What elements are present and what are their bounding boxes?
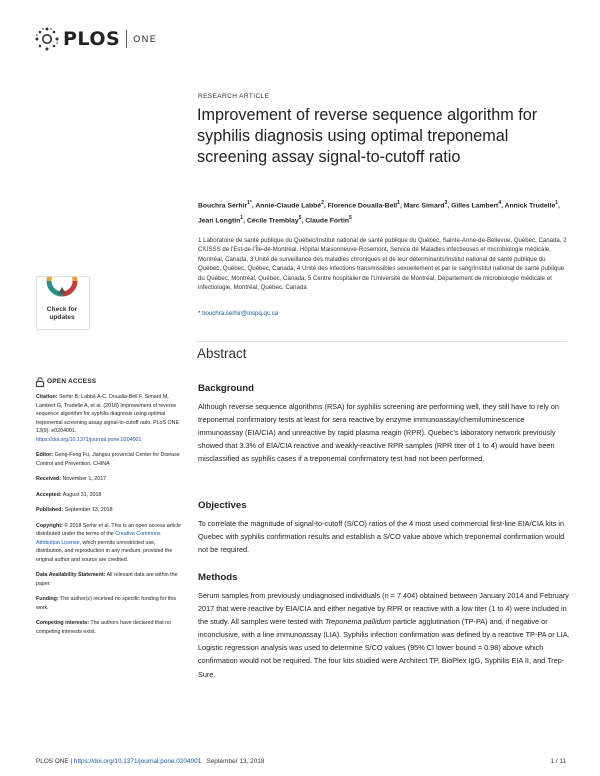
author-name: Claude Fortin (305, 217, 349, 225)
asterisk: * (198, 310, 203, 317)
data-availability (36, 571, 181, 588)
methods-text (198, 589, 570, 681)
published-label: Published: (36, 507, 64, 513)
methods-organism: Treponema pallidum (324, 617, 391, 627)
page-number: 1 / 11 (550, 758, 566, 765)
copyright-label: Copyright: (36, 522, 63, 529)
author-name: Annick Trudelle (504, 202, 556, 210)
check-for-updates-label (36, 306, 88, 321)
logo-divider (126, 30, 127, 48)
author-affiliation-mark: 1 (555, 200, 559, 206)
author-name: Bouchra Serhir (198, 202, 248, 210)
license-link[interactable]: Creative Commons Attribution License (36, 531, 161, 546)
check-for-updates-badge[interactable] (36, 276, 90, 330)
article-type: RESEARCH ARTICLE (198, 93, 270, 100)
author-affiliation-mark: 4 (498, 200, 502, 206)
footer-journal: PLOS ONE (36, 758, 69, 765)
received (36, 475, 181, 484)
competing-interests (36, 619, 181, 636)
page-footer (36, 758, 566, 765)
journal-name: PLOS (63, 28, 121, 50)
funding-text: The author(s) received no specific funding for this work. (36, 596, 177, 611)
objectives-text: To correlate the magnitude of signal-to-cutoff (S/CO) ratios of the 4 most used commercial first-line EIA/CIA kits in Quebec with syphilis confirmation results and establish a S/CO value above which treponemal confirmation would not be required. (198, 519, 565, 555)
article-metadata (36, 377, 181, 643)
funding (36, 595, 181, 612)
citation-label: Citation: (36, 394, 58, 400)
methods-heading: Methods (198, 572, 238, 583)
author-affiliation-mark: 5 (298, 215, 302, 222)
journal-logo (34, 24, 157, 54)
author-name: Annie-Claude Labbé (255, 202, 322, 210)
citation-doi-link[interactable]: https://doi.org/10.1371/journal.pone.0204001 (36, 436, 142, 443)
author-name: Florence Doualla-Bell (327, 202, 398, 210)
footer-separator: | (70, 758, 73, 765)
data-availability-text: All relevant data are within the paper. (36, 572, 178, 587)
abstract-heading: Abstract (197, 346, 247, 361)
methods-text-a: Serum samples from previously undiagnosed individuals (n = 7 404) obtained between January 2014 and February 2017 that were reactive by EIA/CIA and either negative by RPR or reactive with a low titer (1 to 4) were included in the study. All samples were tested with (198, 591, 569, 627)
accepted-date: August 31, 2018 (62, 491, 102, 498)
author-name: Jean Longtin (198, 217, 241, 225)
badge-line1: Check for (46, 306, 78, 313)
footer-date: September 13, 2018 (206, 758, 265, 765)
published (36, 506, 181, 515)
competing-interests-text: The authors have declared that no competing interests exist. (36, 620, 172, 635)
editor-text: Geng-Feng Fu, Jiangsu provincial Center for Disease Control and Prevention, CHINA (36, 452, 180, 467)
copyright (36, 522, 181, 565)
methods-text-b: particle agglutination (TP-PA) and, if negative or inconclusive, with a line immunoassay (LIA). Syphilis infection confirmation was defined by a reactive TP-PA or LIA. Logistic regression analysis was used to determine S/CO values (95% CI lower bound = 0.98) above which confirmation would not be required. The four kits studied were Architect TP, BioPlex IgG, Syphilis EIA II, and Trep-Sure. (198, 617, 570, 679)
objectives-heading: Objectives (198, 500, 247, 511)
editor (36, 451, 181, 468)
author-affiliation-mark: 5 (349, 215, 352, 222)
badge-line2: updates (49, 313, 75, 321)
affiliations: 1 Laboratoire de santé publique du Québec/Institut national de santé publique du Québec, Sainte-Anne-de-Bellevue, Québec, Canada, 2 CIUSSS de l'Est-de-l'Île-de-Montréal, Hôpital Maisonneuve-Rosemont, Service de Maladies infectieuses et microbiologie médicale, Montréal, Canada, 3 Unité de surveillance des maladies chroniques et de leur déterminants/Institut national de santé publique du Québec, Québec, Québec, Canada, 4 Unité des infections transmissibles sexuellement et par le sang/Institut national de santé publique du Québec, Montréal, Québec, Canada, 5 Centre hospitalier de l'Université de Montréal, Département de microbiologie médicale et infectiologie, Montréal, Québec, Canada (198, 237, 567, 292)
author-name: Cécile Tremblay (246, 217, 299, 225)
open-access-label: OPEN ACCESS (47, 377, 97, 385)
check-for-updates-icon (37, 277, 87, 307)
funding-label: Funding: (36, 596, 59, 602)
citation (36, 393, 181, 444)
competing-interests-label: Competing interests: (36, 620, 89, 626)
received-label: Received: (36, 476, 62, 482)
data-availability-label: Data Availability Statement: (36, 572, 106, 578)
author-affiliation-mark: 1* (247, 200, 252, 206)
citation-text: Serhir B, Labbé A-C, Doualla-Bell F, Simard M, Lambert G, Trudelle A, et al. (2018) Improvement of reverse sequence algorithm for syphilis diagnosis using optimal treponemal screening assay signal-to-cutoff ratio. PLoS ONE 13(9): e0204001. (36, 394, 179, 434)
email-link[interactable]: bouchra.serhir@inspq.qc.ca (202, 310, 279, 317)
plos-logo-icon (34, 26, 60, 52)
received-date: November 1, 2017 (62, 476, 107, 482)
author-affiliation-mark: 1 (240, 215, 244, 222)
author-name: Gilles Lambert (451, 202, 499, 210)
author-name: Marc Simard (403, 202, 445, 210)
published-date: September 13, 2018 (64, 507, 113, 513)
corresponding-email (198, 310, 278, 317)
article-title: Improvement of reverse sequence algorithm for syphilis diagnosis using optimal treponemal screening assay signal-to-cutoff ratio (197, 106, 538, 166)
author-affiliation-mark: 2 (321, 200, 324, 206)
open-lock-icon (36, 377, 44, 387)
author-affiliation-mark: 3 (444, 200, 448, 206)
author-list: Bouchra Serhir$^{1*}$, Annie-Claude Labbé$^2$, Florence Doualla-Bell$^1$, Marc Simard$^3$, Gilles Lambert$^4$, Annick Trudelle$^1$, Jean Longtin$^1$, Cécile Tremblay$^5$, Claude Fortin$^5$ (198, 200, 560, 225)
journal-sub: ONE (133, 34, 158, 44)
open-access (36, 377, 181, 387)
background-text: Although reverse sequence algorithms (RSA) for syphilis screening are performing well, they still have to rely on treponemal confirmatory tests at least for sera reactive by enzyme immunoassay/chemiluminescence immunoassay (EIA/CIA) and unreactive by rapid plasma reagin (RPR). Quebec's laboratory network previously showed that 3.3% of EIA/CIA reactive and weakly-reactive RPR samples (RPR titer of 1 to 4) would have been misclassified as syphilis cases if a treponemal confirmatory test had not been performed. (198, 402, 559, 464)
footer-doi-link[interactable]: https://doi.org/10.1371/journal.pone.0204001 (73, 758, 202, 765)
background-heading: Background (198, 383, 254, 394)
abstract-divider (196, 341, 567, 342)
author-affiliation-mark: 1 (397, 200, 400, 206)
copyright-text-b: , which permits unrestricted use, distribution, and reproduction in any medium, provided the original author and source are credited. (36, 539, 173, 563)
accepted-label: Accepted: (36, 491, 62, 498)
accepted (36, 491, 181, 500)
copyright-text-a: © 2018 Serhir et al. This is an open access article distributed under the terms of the (36, 522, 181, 537)
editor-label: Editor: (36, 452, 54, 458)
